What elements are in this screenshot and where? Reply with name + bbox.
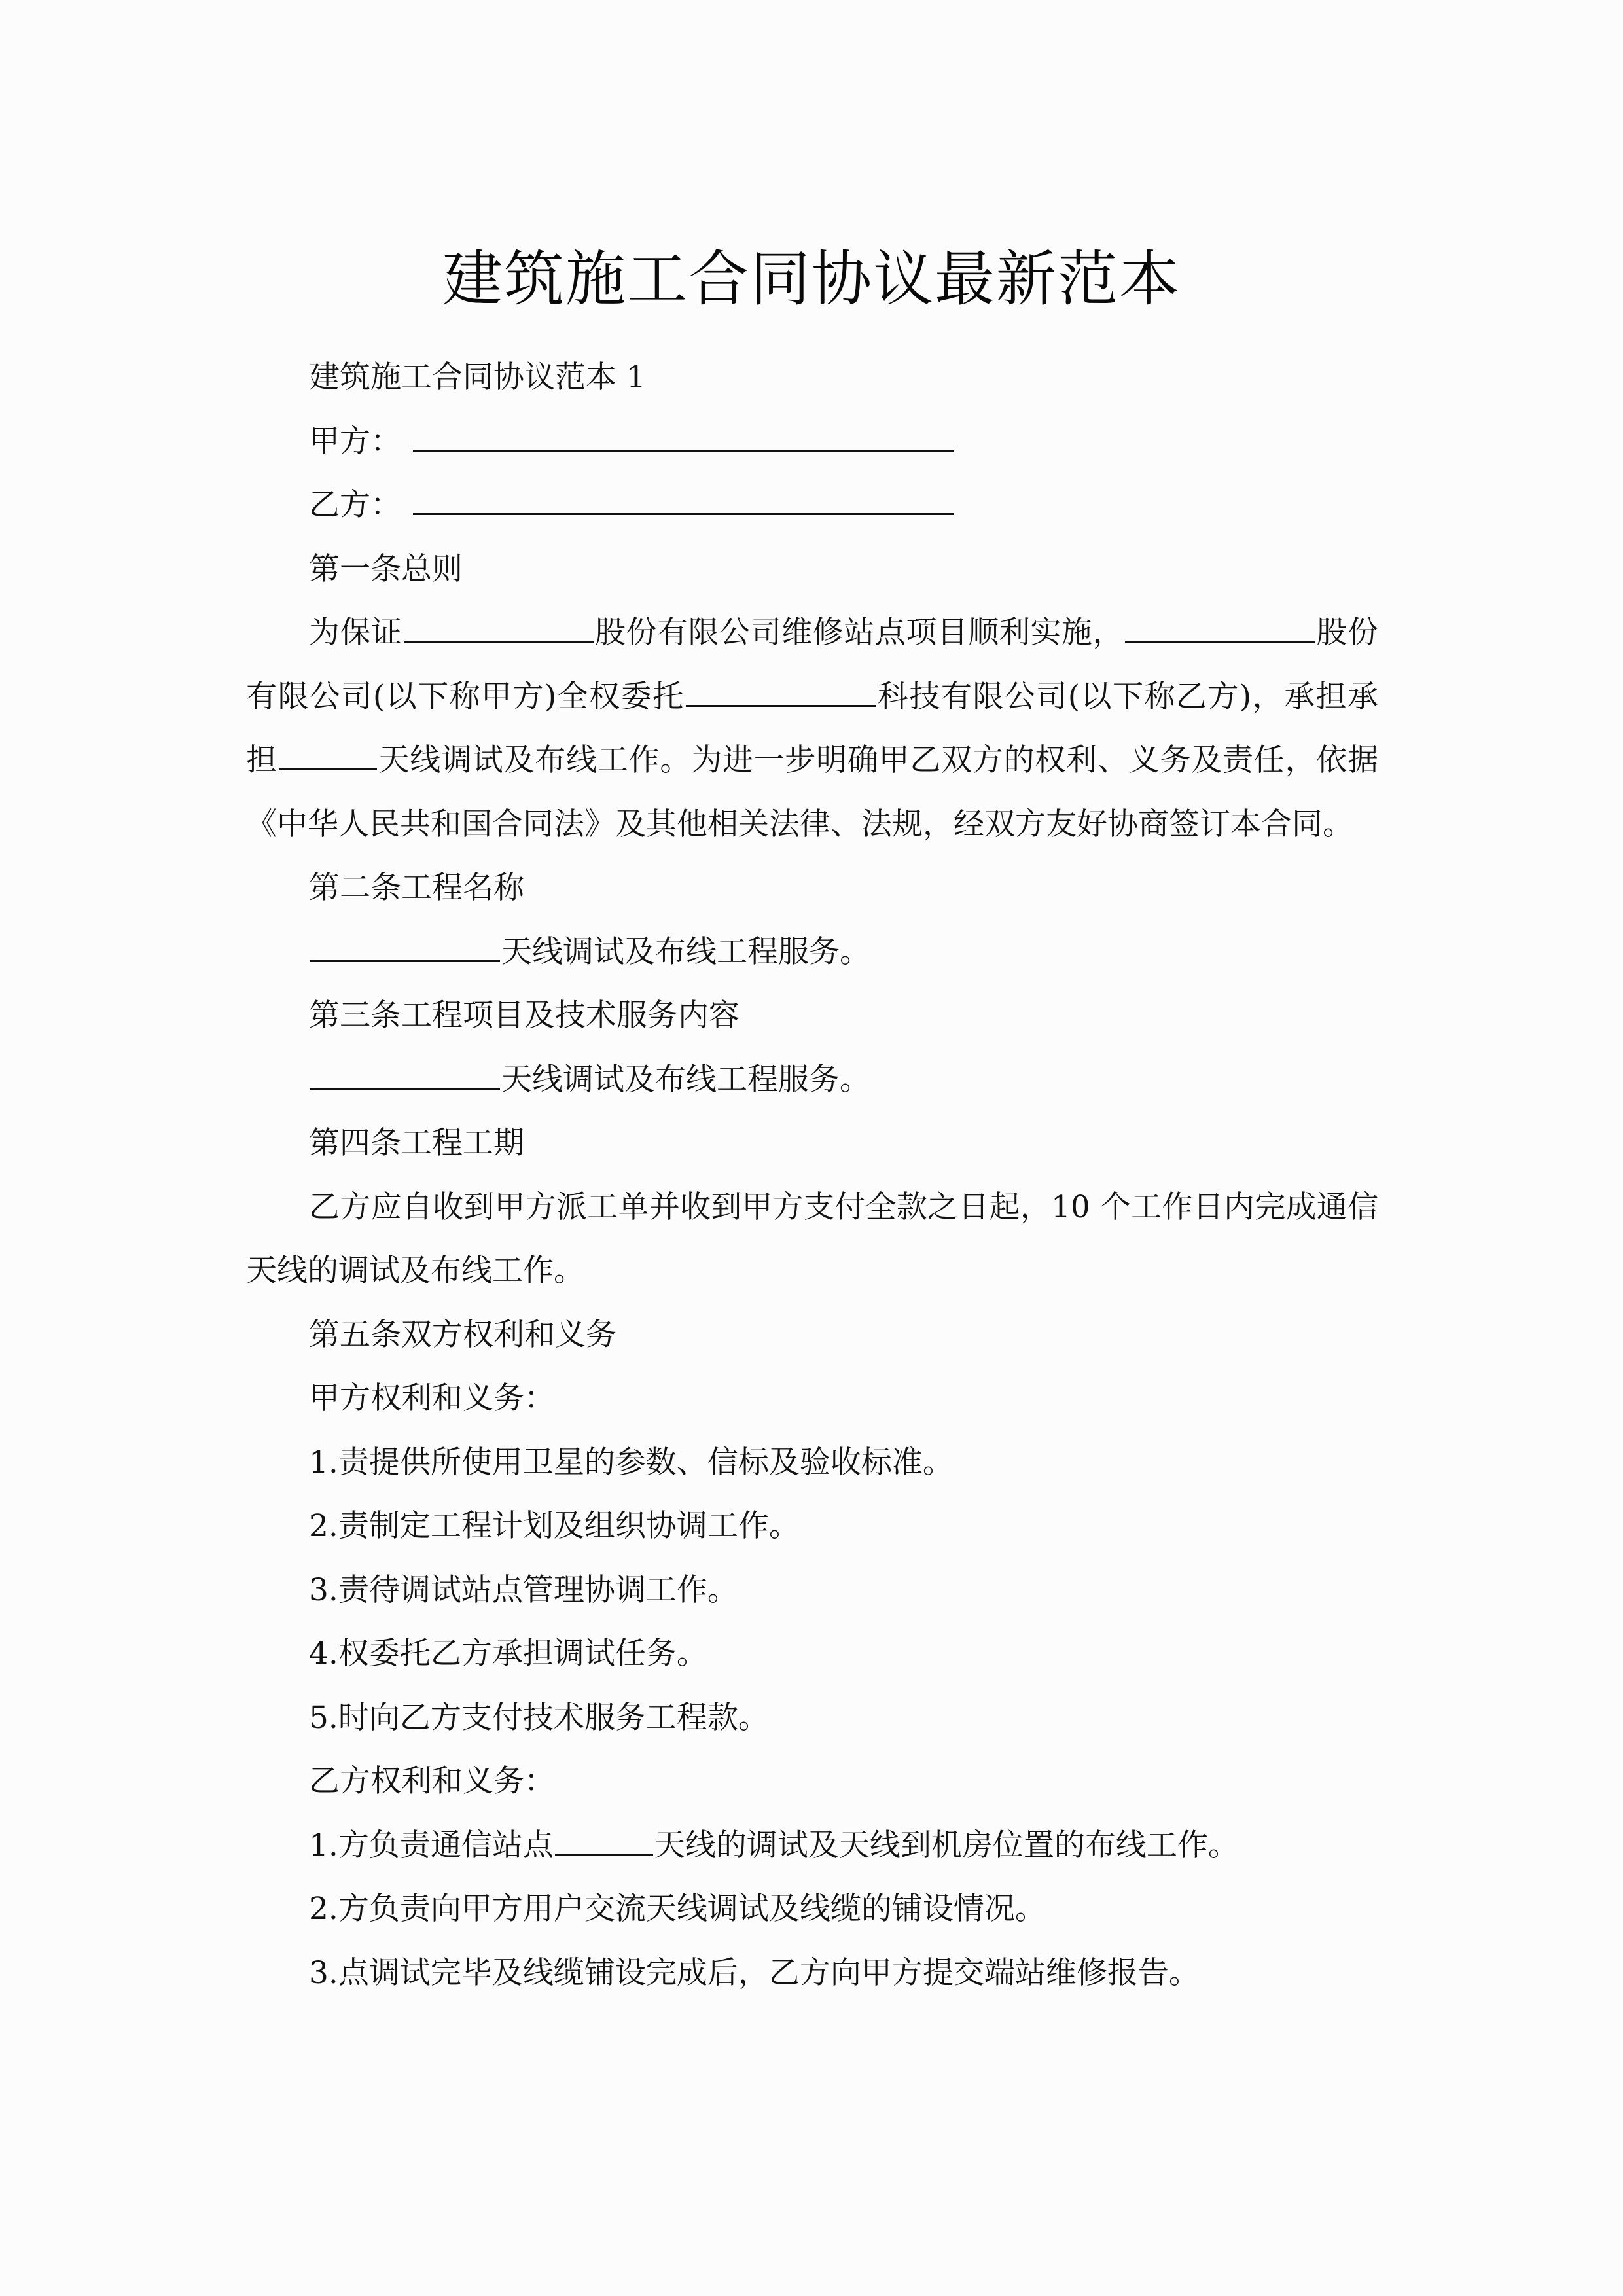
document-body [246, 346, 1378, 2005]
article-3-heading: 第三条工程项目及技术服务内容 [309, 997, 740, 1033]
party-b-item: 2.方负责向甲方用户交流天线调试及线缆的铺设情况。 [309, 1891, 1046, 1927]
article-2-text: 天线调试及布线工程服务。 [501, 933, 870, 970]
article-1-text-3: 股份有限公司(以下称甲方)全权委托 [246, 615, 1379, 715]
party-b-item-1-post: 天线的调试及天线到机房位置的布线工作。 [654, 1827, 1239, 1863]
article-2-content [246, 920, 1378, 984]
party-a-item: 3.责待调试站点管理协调工作。 [309, 1571, 738, 1608]
party-b-line [246, 473, 1378, 537]
party-b-blank [413, 487, 954, 515]
article-4-heading: 第四条工程工期 [309, 1125, 524, 1161]
article-1-text-2: 股份有限公司维修站点项目顺利实施， [594, 615, 1124, 651]
company-blank-3 [686, 679, 876, 707]
article-1-heading: 第一条总则 [309, 550, 463, 587]
article-3-text: 天线调试及布线工程服务。 [501, 1061, 870, 1098]
article-3-content [246, 1048, 1378, 1112]
party-a-item: 2.责制定工程计划及组织协调工作。 [309, 1508, 800, 1544]
party-b-item [246, 1814, 1378, 1878]
party-b-rights-heading: 乙方权利和义务： [309, 1763, 555, 1799]
company-blank-1 [404, 615, 594, 643]
project-item-blank [310, 1062, 500, 1090]
party-a-label: 甲方： [309, 423, 401, 459]
project-name-blank [310, 934, 500, 962]
article-1-text-5: 天线调试及布线工作。为进一步明确甲乙双方的权利、义务及责任，依据《中华人民共和国合同法》及其他相关法律、法规，经双方友好协商签订本合同。 [246, 742, 1379, 842]
article-2-heading: 第二条工程名称 [309, 870, 524, 906]
station-blank [555, 1827, 653, 1856]
party-b-item: 3.点调试完毕及线缆铺设完成后，乙方向甲方提交端站维修报告。 [309, 1954, 1200, 1991]
party-a-line [246, 410, 1378, 474]
party-b-label: 乙方： [309, 487, 401, 523]
party-a-item: 5.时向乙方支付技术服务工程款。 [309, 1699, 769, 1736]
party-a-item: 1.责提供所使用卫星的参数、信标及验收标准。 [309, 1444, 954, 1480]
party-b-item-1-pre: 1.方负责通信站点 [309, 1827, 554, 1863]
party-a-blank [413, 423, 954, 452]
article-5-heading: 第五条双方权利和义务 [309, 1316, 616, 1353]
article-1-paragraph [246, 601, 1378, 856]
antenna-blank [279, 742, 377, 770]
document-title: 建筑施工合同协议最新范本 [442, 243, 1181, 314]
article-1-text-4: 科技有限公司(以下称乙方)，承担承担 [246, 678, 1378, 778]
article-1-text-1: 为保证 [309, 615, 402, 651]
company-blank-2 [1125, 615, 1315, 643]
contract-subtitle: 建筑施工合同协议范本 1 [309, 359, 646, 395]
party-a-rights-heading: 甲方权利和义务： [309, 1380, 555, 1416]
party-a-item: 4.权委托乙方承担调试任务。 [309, 1636, 707, 1672]
article-4-content: 乙方应自收到甲方派工单并收到甲方支付全款之日起，10 个工作日内完成通信天线的调试及布线工作。 [246, 1189, 1378, 1289]
